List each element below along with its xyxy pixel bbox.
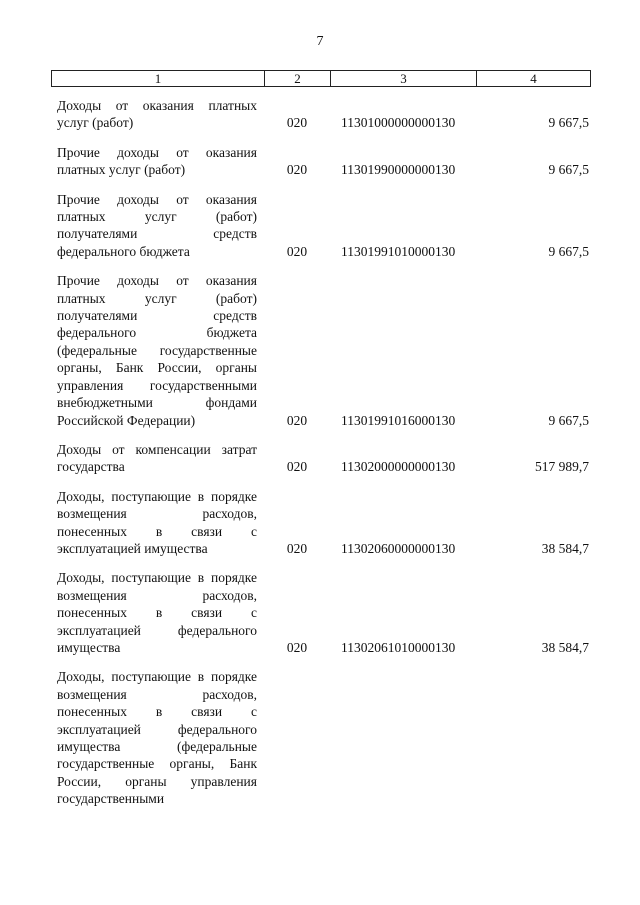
header-col-4: 4 bbox=[530, 71, 537, 86]
row-code: 020 bbox=[286, 540, 308, 556]
table-row bbox=[57, 668, 593, 807]
row-amount: 38 584,7 bbox=[541, 639, 589, 655]
row-code: 020 bbox=[286, 412, 308, 428]
row-kbk: 11302060000000130 bbox=[341, 540, 456, 556]
row-name: Доходы, поступающие в порядке возмещения расходов, понесенных в связи с эксплуатацией федерального имущества bbox=[57, 570, 257, 655]
header-col-1: 1 bbox=[52, 71, 265, 86]
row-kbk: 11302000000000130 bbox=[341, 459, 456, 475]
row-amount: 9 667,5 bbox=[548, 412, 589, 428]
row-amount: 517 989,7 bbox=[535, 459, 589, 475]
row-code: 020 bbox=[286, 243, 308, 259]
row-kbk: 11302061010000130 bbox=[341, 639, 456, 655]
table-body bbox=[57, 97, 593, 820]
table-row bbox=[57, 272, 593, 429]
header-col-3: 3 bbox=[331, 71, 477, 86]
page-number: 7 bbox=[316, 34, 324, 49]
table-row bbox=[57, 569, 593, 656]
row-kbk: 11301991010000130 bbox=[341, 243, 456, 259]
row-kbk: 11301990000000130 bbox=[341, 162, 456, 178]
row-kbk: 11301000000000130 bbox=[341, 115, 456, 131]
row-code: 020 bbox=[286, 115, 308, 131]
header-col-2: 2 bbox=[265, 71, 331, 86]
table-header bbox=[51, 70, 591, 87]
row-amount: 9 667,5 bbox=[548, 162, 589, 178]
table-row bbox=[57, 191, 593, 261]
row-name: Доходы от компенсации затрат государства bbox=[57, 441, 257, 475]
table-row bbox=[57, 144, 593, 179]
row-name: Доходы, поступающие в порядке возмещения расходов, понесенных в связи с эксплуатацией имущества bbox=[57, 488, 257, 556]
row-amount: 9 667,5 bbox=[548, 243, 589, 259]
row-code: 020 bbox=[286, 459, 308, 475]
row-name: Доходы от оказания платных услуг (работ) bbox=[57, 98, 257, 131]
row-code: 020 bbox=[286, 162, 308, 178]
table-row bbox=[57, 97, 593, 132]
row-name: Прочие доходы от оказания платных услуг (работ) получателями средств федерального бюджета bbox=[57, 191, 257, 259]
row-code: 020 bbox=[286, 639, 308, 655]
table-row bbox=[57, 441, 593, 476]
row-name: Прочие доходы от оказания платных услуг (работ) получателями средств федерального бюджета (федеральные государственные органы, Банк России, органы управления государственными внебюджетными фондами Российской Федерации) bbox=[57, 273, 257, 428]
table-row bbox=[57, 488, 593, 558]
row-name: Прочие доходы от оказания платных услуг (работ) bbox=[57, 144, 257, 178]
row-kbk: 11301991016000130 bbox=[341, 412, 456, 428]
row-name: Доходы, поступающие в порядке возмещения расходов, понесенных в связи с эксплуатацией федерального имущества (федеральные государственные органы, Банк России, органы управления государственными bbox=[57, 669, 257, 807]
row-amount: 9 667,5 bbox=[548, 115, 589, 131]
row-amount: 38 584,7 bbox=[541, 540, 589, 556]
